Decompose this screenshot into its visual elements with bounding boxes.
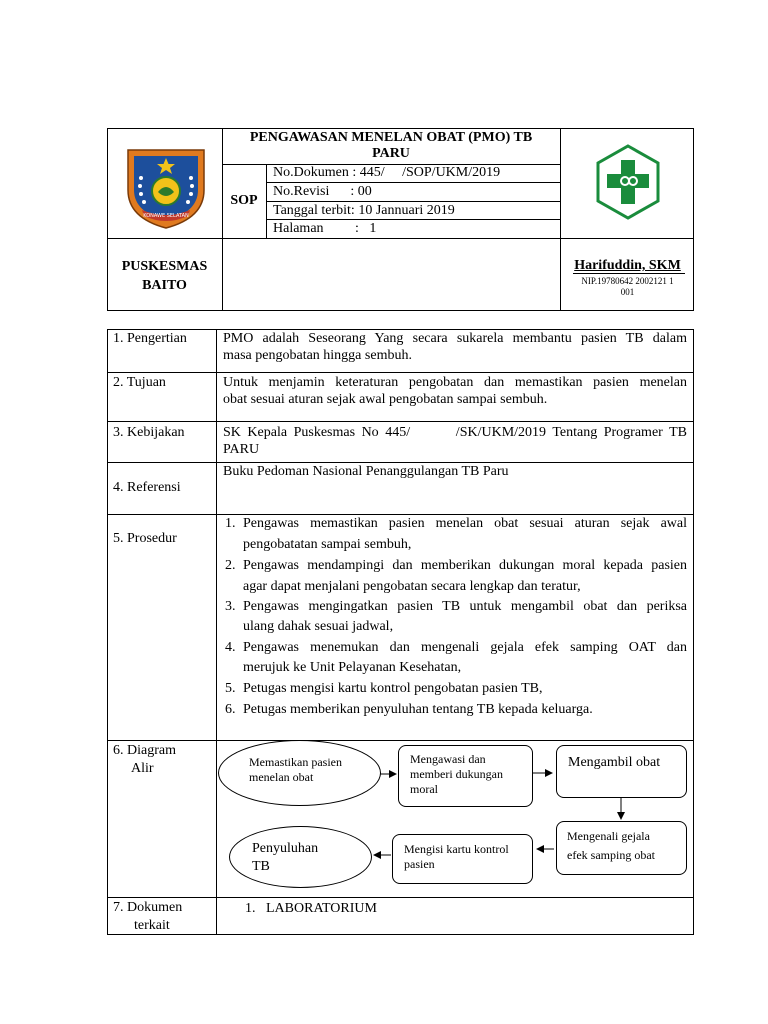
tujuan-line-2: obat sesuai aturan sejak awal pengobatan sampai sembuh. [223, 392, 548, 407]
no-revisi: No.Revisi : 00 [273, 184, 372, 199]
org-line-1: PUSKESMAS [121, 259, 208, 274]
prosedur-item-line: Pengawas mendampingi dan memberikan dukungan moral kepada pasien [243, 558, 687, 573]
prosedur-item-line: Petugas mengisi kartu kontrol pengobatan pasien TB, [243, 681, 543, 696]
prosedur-item-line: merujuk ke Unit Pelayanan Kesehatan, [243, 660, 462, 675]
nip-line-1: NIP.19780642 2002121 1 [581, 276, 674, 286]
organization-name [107, 257, 222, 295]
dokumen-item: 1. LABORATORIUM [245, 901, 377, 916]
tujuan-line-1: Untuk menjamin keteraturan pengobatan dan memastikan pasien menelan [223, 375, 687, 390]
pengertian-line-2: masa pengobatan hingga sembuh. [223, 348, 412, 363]
pengertian-line-1: PMO adalah Seseorang Yang secara sukarela membantu pasien TB dalam [223, 331, 687, 346]
tujuan-label: 2. Tujuan [113, 375, 166, 390]
kebijakan-line-1: SK Kepala Puskesmas No 445/ /SK/UKM/2019 Tentang Programer TB [223, 425, 687, 440]
prosedur-item-line: Pengawas menemukan dan mengenali gejala efek samping OAT dan [243, 640, 687, 655]
referensi-label: 4. Referensi [113, 480, 181, 495]
prosedur-item-number: 2. [225, 558, 236, 573]
sop-label: SOP [230, 193, 258, 208]
prosedur-item-number: 3. [225, 599, 236, 614]
prosedur-item-line: ulang dahak sesuai jadwal, [243, 619, 394, 634]
referensi-line-1: Buku Pedoman Nasional Penanggulangan TB Paru [223, 464, 509, 479]
title-line-1: PENGAWASAN MENELAN OBAT (PMO) TB [249, 130, 533, 145]
no-dokumen: No.Dokumen : 445/ /SOP/UKM/2019 [273, 165, 501, 180]
flow-node-mengisi-kartu: Mengisi kartu kontrol pasien [392, 834, 533, 884]
prosedur-item-number: 1. [225, 516, 236, 531]
diagram-label-line-1: 6. Diagram [113, 743, 176, 758]
flow-node-memastikan: Memastikan pasien menelan obat [218, 740, 381, 806]
title-line-2: PARU [372, 146, 410, 161]
prosedur-label: 5. Prosedur [113, 531, 177, 546]
prosedur-item-line: agar dapat menjalani pengobatan secara lengkap dan teratur, [243, 579, 581, 594]
kebijakan-line-2: PARU [223, 442, 260, 457]
pengertian-label: 1. Pengertian [113, 331, 187, 346]
dokumen-label-line-1: 7. Dokumen [113, 900, 183, 915]
regional-seal-logo [124, 146, 208, 230]
diagram-label-line-2: Alir [131, 761, 154, 776]
diagram-label [113, 742, 176, 778]
flow-node-mengawasi: Mengawasi dan memberi dukungan moral [398, 745, 533, 807]
halaman: Halaman : 1 [273, 221, 377, 236]
dokumen-label-line-2: terkait [134, 918, 170, 933]
kebijakan-label: 3. Kebijakan [113, 425, 185, 440]
dokumen-label [113, 899, 182, 935]
prosedur-item-number: 5. [225, 681, 236, 696]
flow-node-penyuluhan: Penyuluhan TB [229, 826, 372, 888]
prosedur-item-number: 4. [225, 640, 236, 655]
nip-line-2: 001 [620, 287, 635, 297]
document-title [222, 130, 560, 162]
flow-node-mengambil-obat: Mengambil obat [556, 745, 687, 798]
prosedur-item-line: pengobatatan sampai sembuh, [243, 537, 412, 552]
flow-node-mengenali-gejala: Mengenali gejala efek samping obat [556, 821, 687, 875]
org-line-2: BAITO [142, 278, 187, 293]
prosedur-item-line: Petugas memberikan penyuluhan tentang TB kepada keluarga. [243, 702, 593, 717]
seal-text: KONAWE SELATAN [143, 213, 189, 219]
tanggal-terbit: Tanggal terbit: 10 Jannuari 2019 [273, 203, 455, 218]
prosedur-item-line: Pengawas memastikan pasien menelan obat sesuai aturan sejak awal [243, 516, 687, 531]
prosedur-item-number: 6. [225, 702, 236, 717]
health-cross-logo [595, 144, 661, 220]
signer-name: Harifuddin, SKM [574, 258, 681, 273]
prosedur-item-line: Pengawas mengingatkan pasien TB untuk mengambil obat dan periksa [243, 599, 687, 614]
signer-nip [561, 276, 694, 298]
